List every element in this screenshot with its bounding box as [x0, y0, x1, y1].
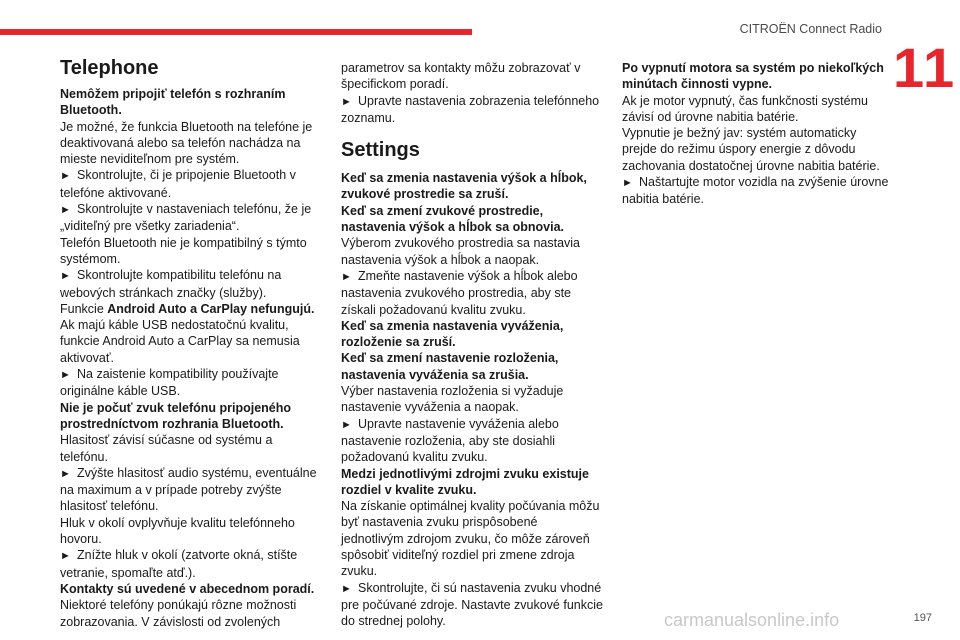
page-number: 197 [913, 612, 932, 624]
instruction-item: ► Naštartujte motor vozidla na zvýšenie úrovne nabitia batérie. [622, 174, 890, 208]
watermark: carmanualsonline.info [664, 610, 840, 630]
paragraph: Telefón Bluetooth nie je kompatibilný s týmto systémom. [60, 235, 307, 266]
paragraph: Vypnutie je bežný jav: systém automaticky prejde do režimu úspory energie z dôvodu zachovania dostatočnej úrovne nabitia batérie. [622, 126, 880, 173]
paragraph: Niektoré telefóny ponúkajú rôzne možnosti zobrazovania. V závislosti od zvolených [60, 598, 297, 629]
telephone-body [60, 86, 322, 630]
paragraph: Hlasitosť závisí súčasne od systému a telefónu. [60, 433, 273, 464]
instruction-item: ► Skontrolujte, či je pripojenie Bluetooth v telefóne aktivované. [60, 167, 322, 201]
issue-heading: Keď sa zmení nastavenie rozloženia, nastavenia vyváženia sa zrušia. [341, 351, 559, 382]
column-battery [622, 60, 890, 208]
paragraph: Ak je motor vypnutý, čas funkčnosti systému závisí od úrovne nabitia batérie. [622, 93, 868, 124]
paragraph: Ak majú káble USB nedostatočnú kvalitu, funkcie Android Auto a CarPlay sa nemusia aktivovať. [60, 318, 300, 365]
instruction-item: ► Zmeňte nastavenie výšok a hĺbok alebo nastavenia zvukového prostredia, aby ste získali požadovanú kvalitu zvuku. [341, 268, 603, 318]
paragraph: Je možné, že funkcia Bluetooth na telefóne je deaktivovaná alebo sa telefón nachádza na mieste neviditeľnom pre systém. [60, 119, 313, 167]
instruction-item: ► Znížte hluk v okolí (zatvorte okná, stíšte vetranie, spomaľte atď.). [60, 547, 322, 581]
instruction-item: ► Skontrolujte kompatibilitu telefónu na webových stránkach značky (služby). [60, 267, 322, 301]
manual-section-title: CITROËN Connect Radio [739, 22, 882, 36]
settings-body [341, 170, 603, 629]
issue-heading: Po vypnutí motora sa systém po niekoľkých minútach činnosti vypne. [622, 61, 884, 92]
paragraph: parametrov sa kontakty môžu zobrazovať v špecifickom poradí. [341, 61, 581, 92]
chapter-number: 11 [893, 36, 957, 99]
paragraph: Hluk v okolí ovplyvňuje kvalitu telefónneho hovoru. [60, 515, 295, 547]
paragraph: Výber nastavenia rozloženia si vyžaduje nastavenie vyváženia a naopak. [341, 384, 564, 415]
text-prefix: Funkcie [60, 301, 108, 316]
column-telephone [60, 56, 322, 630]
issue-heading: Nie je počuť zvuk telefónu pripojeného prostredníctvom rozhrania Bluetooth. [60, 400, 292, 431]
instruction-item: ► Upravte nastavenie vyváženia alebo nastavenie rozloženia, aby ste dosiahli požadovanú kvalitu zvuku. [341, 416, 603, 466]
issue-heading: Keď sa zmenia nastavenia výšok a hĺbok, zvukové prostredie sa zruší. [341, 171, 587, 202]
issue-heading: Medzi jednotlivými zdrojmi zvuku existuje rozdiel v kvalite zvuku. [341, 466, 589, 497]
bold-text: Android Auto a CarPlay nefungujú. [107, 301, 315, 316]
issue-heading: Kontakty sú uvedené v abecednom poradí. [60, 581, 315, 596]
battery-body [622, 60, 890, 208]
paragraph [60, 301, 322, 317]
header-accent-bar [0, 29, 472, 35]
paragraph: Na získanie optimálnej kvality počúvania môžu byť nastavenia zvuku prispôsobené jednotlivým zdrojom zvuku, čo môže zároveň spôsobiť viditeľný rozdiel pri zmene zdroja zvuku. [341, 499, 600, 579]
issue-heading: Keď sa zmenia nastavenia vyváženia, rozloženie sa zruší. [341, 318, 564, 350]
instruction-item: ► Skontrolujte v nastaveniach telefónu, že je „viditeľný pre všetky zariadenia“. [60, 201, 322, 235]
issue-heading: Nemôžem pripojiť telefón s rozhraním Bluetooth. [60, 87, 286, 118]
paragraph: Výberom zvukového prostredia sa nastavia nastavenia výšok a hĺbok a naopak. [341, 236, 581, 267]
section-heading-telephone: Telephone [60, 57, 159, 79]
section-heading-settings: Settings [341, 139, 420, 162]
instruction-item: ► Zvýšte hlasitosť audio systému, eventuálne na maximum a v prípade potreby zvýšte hlasitosť telefónu. [60, 465, 322, 515]
column-settings [341, 60, 603, 630]
instruction-item: ► Na zaistenie kompatibility používajte originálne káble USB. [60, 366, 322, 400]
instruction-item: ► Skontrolujte, či sú nastavenia zvuku vhodné pre počúvané zdroje. Nastavte zvukové funkcie do strednej polohy. [341, 580, 603, 630]
instruction-item: ► Upravte nastavenia zobrazenia telefónneho zoznamu. [341, 93, 603, 127]
issue-heading: Keď sa zmení zvukové prostredie, nastavenia výšok a hĺbok sa obnovia. [341, 203, 565, 235]
